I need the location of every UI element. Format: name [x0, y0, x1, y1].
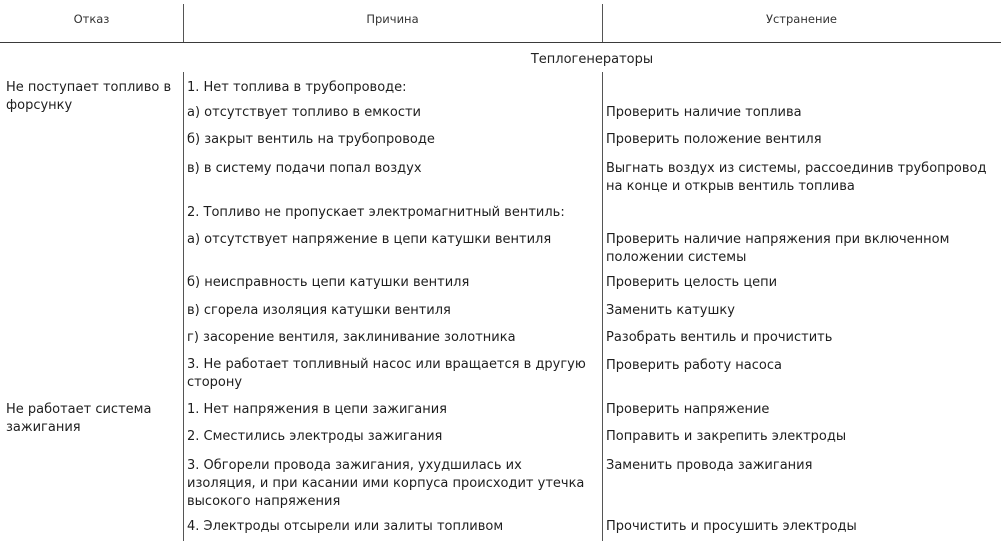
table-row-cause: а) отсутствует напряжение в цепи катушки вентиля — [187, 232, 552, 247]
table-row-fix: Проверить наличие напряжения при включенном положении системы — [606, 232, 950, 265]
table-header — [0, 0, 1001, 43]
table-row-cause: 1. Нет топлива в трубопроводе: — [187, 80, 407, 95]
table-row-fix: Проверить наличие топлива — [606, 105, 802, 120]
table-row-cause: б) неисправность цепи катушки вентиля — [187, 275, 470, 290]
table-row-cause: 2. Топливо не пропускает электромагнитный вентиль: — [187, 205, 565, 220]
table-row-fix: Разобрать вентиль и прочистить — [606, 330, 833, 345]
table-row-cause: 3. Не работает топливный насос или вращается в другую сторону — [187, 357, 586, 390]
table-row-fix: Проверить работу насоса — [606, 358, 782, 373]
fault-ignition: Не работает система зажигания — [6, 402, 152, 435]
table-row-cause: 3. Обгорели провода зажигания, ухудшилась их изоляция, и при касании ими корпуса происходит утечка высокого напряжения — [187, 458, 585, 509]
table-row-cause: а) отсутствует топливо в емкости — [187, 105, 421, 120]
table-row-cause: в) в систему подачи попал воздух — [187, 161, 422, 176]
table-row-fix: Прочистить и просушить электроды — [606, 519, 857, 534]
table-row-cause: в) сгорела изоляция катушки вентиля — [187, 303, 451, 318]
table-row-fix: Проверить положение вентиля — [606, 132, 822, 147]
table-row-cause: 1. Нет напряжения в цепи зажигания — [187, 402, 447, 417]
table-row-fix: Проверить целость цепи — [606, 275, 778, 290]
header-fault: Отказ — [73, 12, 110, 26]
table-row-fix: Заменить катушку — [606, 303, 735, 318]
table-row-cause: 2. Сместились электроды зажигания — [187, 429, 443, 444]
header-divider-2 — [602, 4, 603, 42]
table-row-fix: Поправить и закрепить электроды — [606, 429, 847, 444]
table-row-cause: 4. Электроды отсырели или залиты топливом — [187, 519, 504, 534]
section-title: Теплогенераторы — [530, 52, 654, 67]
table-row-cause: б) закрыт вентиль на трубопроводе — [187, 132, 435, 147]
table-row-cause: г) засорение вентиля, заклинивание золотника — [187, 330, 516, 345]
header-fix: Устранение — [765, 12, 838, 26]
fault-fuel: Не поступает топливо в форсунку — [6, 80, 172, 113]
table-row-fix: Заменить провода зажигания — [606, 458, 813, 473]
table-row-fix: Проверить напряжение — [606, 402, 770, 417]
body-divider-2 — [602, 72, 603, 541]
body-divider-1 — [183, 72, 184, 541]
header-cause: Причина — [366, 12, 419, 26]
table-row-fix: Выгнать воздух из системы, рассоединив трубопровод на конце и открыв вентиль топлива — [606, 161, 987, 194]
header-divider-1 — [183, 4, 184, 42]
